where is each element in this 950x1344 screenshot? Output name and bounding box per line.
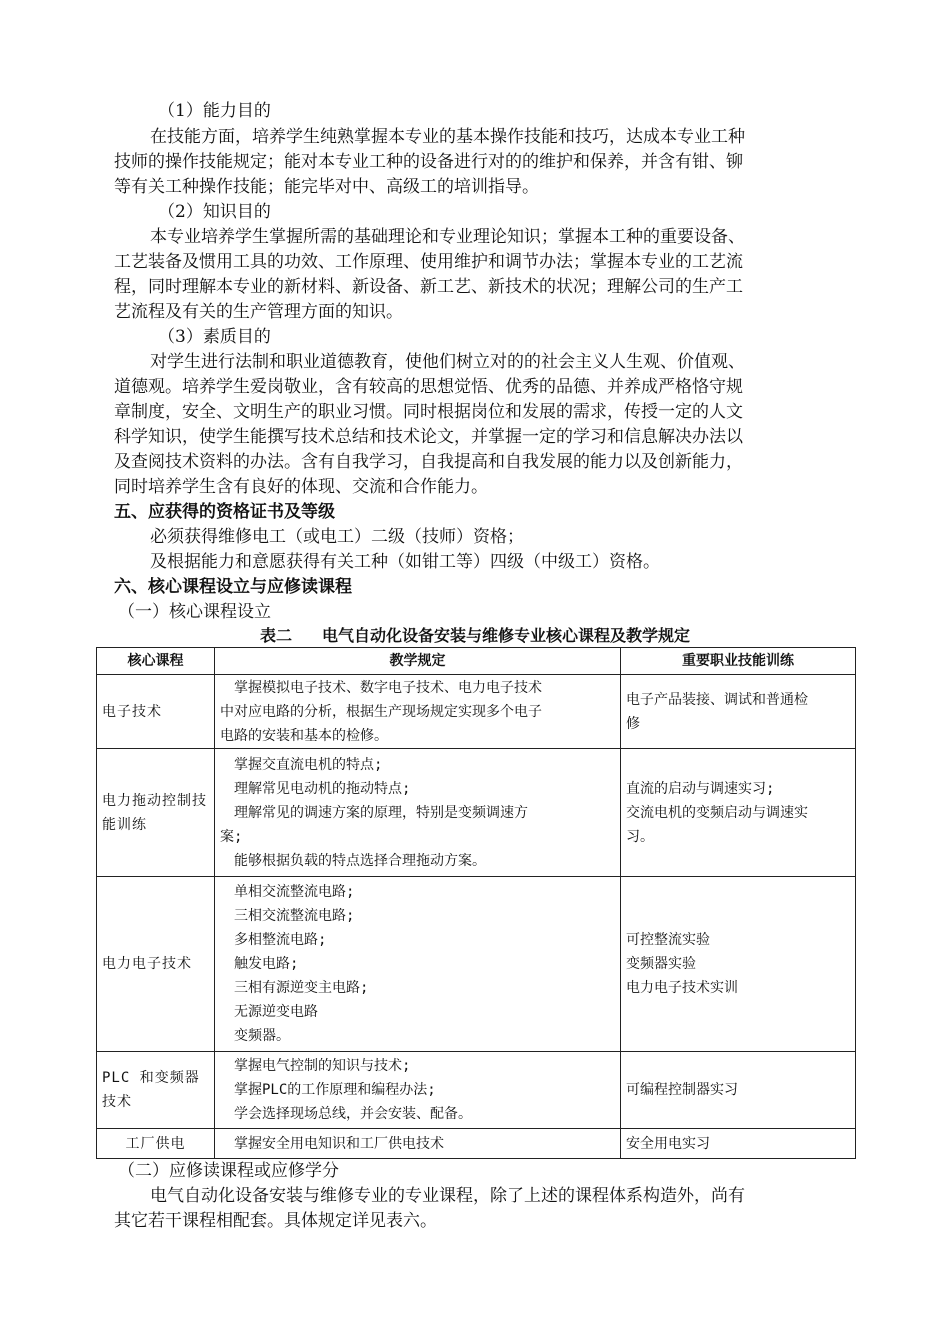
paragraph-line: 对学生进行法制和职业道德教育，使他们树立对的的社会主义人生观、价值观、 bbox=[150, 352, 745, 372]
course-cell: 电子技术 bbox=[97, 675, 215, 749]
requirement-line: 触发电路; bbox=[234, 956, 299, 972]
paragraph-line: 章制度，安全、文明生产的职业习惯。同时根据岗位和发展的需求，传授一定的人文 bbox=[114, 402, 743, 422]
paragraph-line: 必须获得维修电工（或电工）二级（技师）资格； bbox=[150, 527, 524, 547]
section6-sub1: （一）核心课程设立 bbox=[118, 602, 271, 622]
skill-line: 直流的启动与调速实习; bbox=[626, 780, 775, 797]
requirement-line: 无源逆变电路 bbox=[234, 1004, 318, 1020]
core-course-table bbox=[96, 647, 856, 1159]
skills-cell bbox=[621, 877, 856, 1052]
skill-line: 可编程控制器实习 bbox=[626, 1082, 738, 1098]
course-cell: 电力电子技术 bbox=[97, 877, 215, 1052]
table-row bbox=[97, 749, 856, 877]
paragraph-line: 道德观。培养学生爱岗敬业，含有较高的思想觉悟、优秀的品德、并养成严格恪守规 bbox=[114, 377, 743, 397]
requirement-line: 三相交流整流电路; bbox=[234, 908, 355, 924]
skill-line: 修 bbox=[626, 715, 640, 732]
paragraph-line: 程，同时理解本专业的新材料、新设备、新工艺、新技术的状况；理解公司的生产工 bbox=[114, 277, 743, 297]
skill-line: 交流电机的变频启动与调速实 bbox=[626, 804, 808, 821]
requirements-cell bbox=[215, 1052, 621, 1129]
requirement-line: 掌握电气控制的知识与技术; bbox=[234, 1058, 411, 1074]
section6-heading: 六、核心课程设立与应修读课程 bbox=[114, 577, 352, 597]
requirement-line: 多相整流电路; bbox=[234, 932, 327, 948]
header-skills: 重要职业技能训练 bbox=[621, 648, 856, 675]
requirement-line: 变频器。 bbox=[234, 1028, 290, 1044]
paragraph-line: 等有关工种操作技能；能完毕对中、高级工的培训指导。 bbox=[114, 177, 539, 197]
paragraph-line: 艺流程及有关的生产管理方面的知识。 bbox=[114, 302, 403, 322]
requirement-line: 三相有源逆变主电路; bbox=[234, 980, 369, 996]
paragraph-line: 电气自动化设备安装与维修专业的专业课程，除了上述的课程体系构造外，尚有 bbox=[150, 1186, 745, 1206]
table-row bbox=[97, 1052, 856, 1129]
knowledge-heading: （2）知识目的 bbox=[158, 202, 271, 222]
paragraph-line: 本专业培养学生掌握所需的基础理论和专业理论知识；掌握本工种的重要设备、 bbox=[150, 227, 745, 247]
requirement-line: 掌握PLC的工作原理和编程办法; bbox=[234, 1082, 436, 1098]
paragraph-line: 同时培养学生含有良好的体现、交流和合作能力。 bbox=[114, 477, 488, 497]
requirements-cell bbox=[215, 675, 621, 749]
skill-line: 电子产品装接、调试和普通检 bbox=[626, 691, 808, 708]
table-row bbox=[97, 1129, 856, 1159]
paragraph-line: 及根据能力和意愿获得有关工种（如钳工等）四级（中级工）资格。 bbox=[150, 552, 660, 572]
paragraph-line: 科学知识，使学生能撰写技术总结和技术论文，并掌握一定的学习和信息解决办法以 bbox=[114, 427, 743, 447]
course-name: PLC 和变频器技术 bbox=[102, 1070, 200, 1110]
skills-cell bbox=[621, 749, 856, 877]
requirement-line: 掌握模拟电子技术、数字电子技术、电力电子技术 bbox=[234, 679, 542, 696]
requirement-line: 电路的安装和基本的检修。 bbox=[220, 727, 388, 744]
skills-cell bbox=[621, 1052, 856, 1129]
skill-line: 电力电子技术实训 bbox=[626, 980, 738, 996]
header-requirements: 教学规定 bbox=[215, 648, 621, 675]
requirement-line: 学会选择现场总线，并会安装、配备。 bbox=[234, 1106, 472, 1122]
table-caption-label: 表二 bbox=[259, 626, 292, 645]
skills-cell bbox=[621, 675, 856, 749]
requirement-line: 理解常见电动机的拖动特点; bbox=[234, 780, 411, 797]
skill-line: 变频器实验 bbox=[626, 956, 696, 972]
section6-sub2: （二）应修读课程或应修学分 bbox=[118, 1161, 339, 1181]
header-course: 核心课程 bbox=[97, 648, 215, 675]
table-header-row bbox=[97, 648, 856, 675]
requirement-line: 单相交流整流电路; bbox=[234, 884, 355, 900]
skill-line: 习。 bbox=[626, 828, 654, 845]
paragraph-line: 在技能方面，培养学生纯熟掌握本专业的基本操作技能和技巧，达成本专业工种 bbox=[150, 127, 745, 147]
course-cell bbox=[97, 749, 215, 877]
skill-line: 安全用电实习 bbox=[626, 1135, 710, 1152]
requirement-line: 能够根据负载的特点选择合理拖动方案。 bbox=[234, 852, 486, 869]
ability-heading: （1）能力目的 bbox=[158, 101, 271, 121]
paragraph-line: 其它若干课程相配套。具体规定详见表六。 bbox=[114, 1211, 437, 1231]
requirements-cell bbox=[215, 749, 621, 877]
requirement-line: 掌握交直流电机的特点; bbox=[234, 756, 383, 773]
course-cell bbox=[97, 1052, 215, 1129]
requirement-line: 理解常见的调速方案的原理，特别是变频调速方 bbox=[234, 804, 528, 821]
requirement-line: 掌握安全用电知识和工厂供电技术 bbox=[234, 1135, 444, 1152]
paragraph-line: 技师的操作技能规定；能对本专业工种的设备进行对的的维护和保养，并含有钳、铆 bbox=[114, 152, 743, 172]
skill-line: 可控整流实验 bbox=[626, 932, 710, 948]
course-cell: 工厂供电 bbox=[97, 1129, 215, 1159]
quality-heading: （3）素质目的 bbox=[158, 327, 271, 347]
table-row bbox=[97, 675, 856, 749]
requirements-cell bbox=[215, 877, 621, 1052]
requirement-line: 中对应电路的分析，根据生产现场规定实现多个电子 bbox=[220, 703, 542, 720]
section5-heading: 五、应获得的资格证书及等级 bbox=[114, 502, 335, 522]
table-caption bbox=[96, 626, 854, 646]
course-name: 电力拖动控制技能训练 bbox=[102, 792, 207, 833]
paragraph-line: 及查阅技术资料的办法。含有自我学习，自我提高和自我发展的能力以及创新能力， bbox=[114, 452, 743, 472]
table-caption-title: 电气自动化设备安装与维修专业核心课程及教学规定 bbox=[322, 626, 691, 645]
requirement-line: 案; bbox=[220, 828, 243, 845]
skills-cell bbox=[621, 1129, 856, 1159]
table-row bbox=[97, 877, 856, 1052]
requirements-cell bbox=[215, 1129, 621, 1159]
paragraph-line: 工艺装备及惯用工具的功效、工作原理、使用维护和调节办法；掌握本专业的工艺流 bbox=[114, 252, 743, 272]
